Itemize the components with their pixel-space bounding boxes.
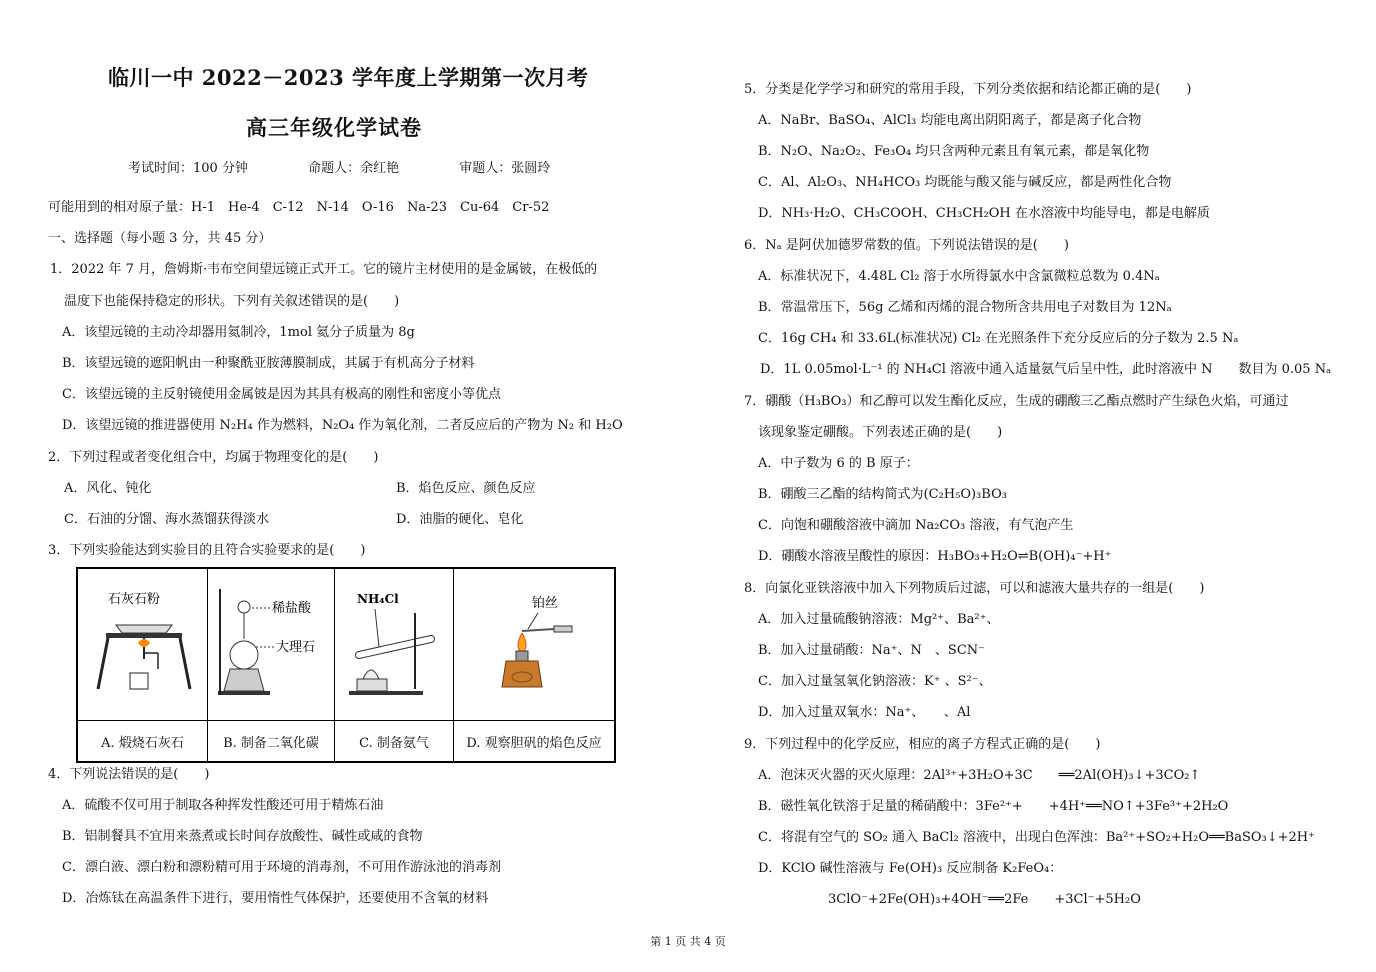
q1-option-b: B．该望远镜的遮阳帆由一种聚酰亚胺薄膜制成，其属于有机高分子材料 bbox=[62, 356, 475, 371]
experiment-b-cell bbox=[208, 568, 335, 721]
q7-option-a: A．中子数为 6 的 B 原子： bbox=[758, 456, 919, 471]
exam-meta bbox=[128, 157, 606, 176]
q9-stem: 9．下列过程中的化学反应，相应的离子方程式正确的是( ) bbox=[744, 737, 1101, 752]
q7-option-b: B．硼酸三乙酯的结构简式为(C₂H₅O)₃BO₃ bbox=[758, 487, 1007, 502]
q3-stem: 3．下列实验能达到实验目的且符合实验要求的是( ) bbox=[48, 543, 366, 558]
exam-author: 命题人：余红艳 bbox=[308, 161, 400, 176]
exam-reviewer: 审题人：张圆玲 bbox=[459, 161, 551, 176]
q9-option-a: A．泡沫灭火器的灭火原理：2Al³⁺+3H₂O+3C ══2Al(OH)₃↓+3CO₂↑ bbox=[758, 768, 1201, 783]
q1-stem-cont: 温度下也能保持稳定的形状。下列有关叙述错误的是( ) bbox=[64, 294, 400, 309]
q2-stem: 2．下列过程或者变化组合中，均属于物理变化的是( ) bbox=[48, 450, 379, 465]
label-hcl: 稀盐酸 bbox=[272, 601, 312, 616]
experiment-a-cell bbox=[77, 568, 208, 721]
exam-time: 考试时间：100 分钟 bbox=[128, 161, 248, 176]
q5-option-a: A．NaBr、BaSO₄、AlCl₃ 均能电离出阴阳离子，都是离子化合物 bbox=[758, 113, 1142, 128]
caption-a: A. 煅烧石灰石 bbox=[77, 721, 208, 763]
q4-option-a: A．硫酸不仅可用于制取各种挥发性酸还可用于精炼石油 bbox=[62, 798, 384, 813]
q2-option-d: D．油脂的硬化、皂化 bbox=[396, 512, 524, 527]
caption-b: B. 制备二氧化碳 bbox=[208, 721, 335, 763]
q9-option-c: C．将混有空气的 SO₂ 通入 BaCl₂ 溶液中，出现白色浑浊：Ba²⁺+SO₂+H₂O══BaSO₃↓+2H⁺ bbox=[758, 830, 1316, 845]
q9-option-d-equation: 3ClO⁻+2Fe(OH)₃+4OH⁻══2Fe +3Cl⁻+5H₂O bbox=[828, 892, 1141, 907]
label-marble: 大理石 bbox=[276, 640, 316, 655]
ammonia-apparatus-illustration bbox=[335, 569, 453, 716]
q5-option-d: D．NH₃·H₂O、CH₃COOH、CH₃CH₂OH 在水溶液中均能导电，都是电解质 bbox=[758, 206, 1210, 221]
q2-option-b: B．焰色反应、颜色反应 bbox=[396, 481, 536, 496]
q2-option-a: A．风化、钝化 bbox=[64, 481, 152, 496]
caption-c: C. 制备氨气 bbox=[335, 721, 454, 763]
exam-title: 临川一中 2022－2023 学年度上学期第一次月考 bbox=[108, 65, 589, 90]
q8-option-c: C．加入过量氢氧化钠溶液：K⁺ 、S²⁻、 bbox=[758, 674, 992, 689]
q1-option-d: D．该望远镜的推进器使用 N₂H₄ 作为燃料，N₂O₄ 作为氧化剂，二者反应后的产物为 N₂ 和 H₂O bbox=[62, 418, 623, 433]
q8-option-b: B．加入过量硝酸：Na⁺、N 、SCN⁻ bbox=[758, 643, 986, 658]
q6-option-a: A．标准状况下，4.48L Cl₂ 溶于水所得氯水中含氯微粒总数为 0.4Nₐ bbox=[758, 269, 1160, 284]
q9-option-d: D．KClO 碱性溶液与 Fe(OH)₃ 反应制备 K₂FeO₄： bbox=[758, 861, 1063, 876]
q5-option-b: B．N₂O、Na₂O₂、Fe₃O₄ 均只含两种元素且有氧元素，都是氧化物 bbox=[758, 144, 1150, 159]
flame-test-illustration bbox=[454, 569, 614, 716]
section-heading: 一、选择题（每小题 3 分，共 45 分） bbox=[48, 231, 272, 246]
q9-option-b: B．磁性氧化铁溶于足量的稀硝酸中：3Fe²⁺+ +4H⁺══NO↑+3Fe³⁺+2H₂O bbox=[758, 799, 1229, 814]
q3-experiment-table bbox=[76, 567, 616, 763]
q7-option-c: C．向饱和硼酸溶液中滴加 Na₂CO₃ 溶液，有气泡产生 bbox=[758, 518, 1074, 533]
q4-option-b: B．铝制餐具不宜用来蒸煮或长时间存放酸性、碱性或咸的食物 bbox=[62, 829, 423, 844]
label-nh4cl: NH₄Cl bbox=[357, 592, 399, 606]
caption-d: D. 观察胆矾的焰色反应 bbox=[454, 721, 616, 763]
q8-stem: 8．向氯化亚铁溶液中加入下列物质后过滤，可以和滤液大量共存的一组是( ) bbox=[744, 581, 1205, 596]
label-limestone: 石灰石粉 bbox=[108, 592, 161, 607]
co2-apparatus-illustration bbox=[208, 569, 334, 716]
q1-option-c: C．该望远镜的主反射镜使用金属铍是因为其具有极高的刚性和密度小等优点 bbox=[62, 387, 501, 402]
q1-stem: 1．2022 年 7 月，詹姆斯·韦布空间望远镜正式开工。它的镜片主材使用的是金属铍，在极低的 bbox=[50, 262, 598, 277]
q4-option-d: D．冶炼钛在高温条件下进行，要用惰性气体保护，还要使用不含氧的材料 bbox=[62, 891, 489, 906]
q6-option-d: D．1L 0.05mol·L⁻¹ 的 NH₄Cl 溶液中通入适量氨气后呈中性，此时溶液中 N 数目为 0.05 Nₐ bbox=[760, 362, 1332, 377]
experiment-d-cell bbox=[454, 568, 616, 721]
q7-stem-cont: 该现象鉴定硼酸。下列表述正确的是( ) bbox=[758, 425, 1003, 440]
label-platinum-wire: 铂丝 bbox=[532, 596, 559, 611]
page-footer: 第 1 页 共 4 页 bbox=[650, 935, 726, 948]
q2-option-c: C．石油的分馏、海水蒸馏获得淡水 bbox=[64, 512, 269, 527]
q7-stem: 7．硼酸（H₃BO₃）和乙醇可以发生酯化反应，生成的硼酸三乙酯点燃时产生绿色火焰，可通过 bbox=[744, 394, 1289, 409]
q8-option-d: D．加入过量双氧水：Na⁺、 、Al bbox=[758, 705, 971, 720]
limestone-heating-illustration bbox=[78, 569, 207, 716]
q6-stem: 6．Nₐ 是阿伏加德罗常数的值。下列说法错误的是( ) bbox=[744, 238, 1069, 253]
q5-option-c: C．Al、Al₂O₃、NH₄HCO₃ 均既能与酸又能与碱反应，都是两性化合物 bbox=[758, 175, 1172, 190]
q4-stem: 4．下列说法错误的是( ) bbox=[48, 767, 210, 782]
exam-subtitle: 高三年级化学试卷 bbox=[246, 115, 422, 140]
q8-option-a: A．加入过量硫酸钠溶液：Mg²⁺、Ba²⁺、 bbox=[758, 612, 1000, 627]
q6-option-c: C．16g CH₄ 和 33.6L(标准状况) Cl₂ 在光照条件下充分反应后的分子数为 2.5 Nₐ bbox=[758, 331, 1239, 346]
q1-option-a: A．该望远镜的主动冷却器用氦制冷，1mol 氦分子质量为 8g bbox=[62, 325, 415, 340]
q4-option-c: C．漂白液、漂白粉和漂粉精可用于环境的消毒剂，不可用作游泳池的消毒剂 bbox=[62, 860, 501, 875]
q6-option-b: B．常温常压下，56g 乙烯和丙烯的混合物所含共用电子对数目为 12Nₐ bbox=[758, 300, 1172, 315]
q5-stem: 5．分类是化学学习和研究的常用手段，下列分类依据和结论都正确的是( ) bbox=[744, 82, 1192, 97]
q7-option-d: D．硼酸水溶液呈酸性的原因：H₃BO₃+H₂O⇌B(OH)₄⁻+H⁺ bbox=[758, 549, 1112, 564]
atomic-masses: 可能用到的相对原子量：H-1 He-4 C-12 N-14 O-16 Na-23 Cu-64 Cr-52 bbox=[48, 200, 550, 215]
experiment-c-cell bbox=[335, 568, 454, 721]
